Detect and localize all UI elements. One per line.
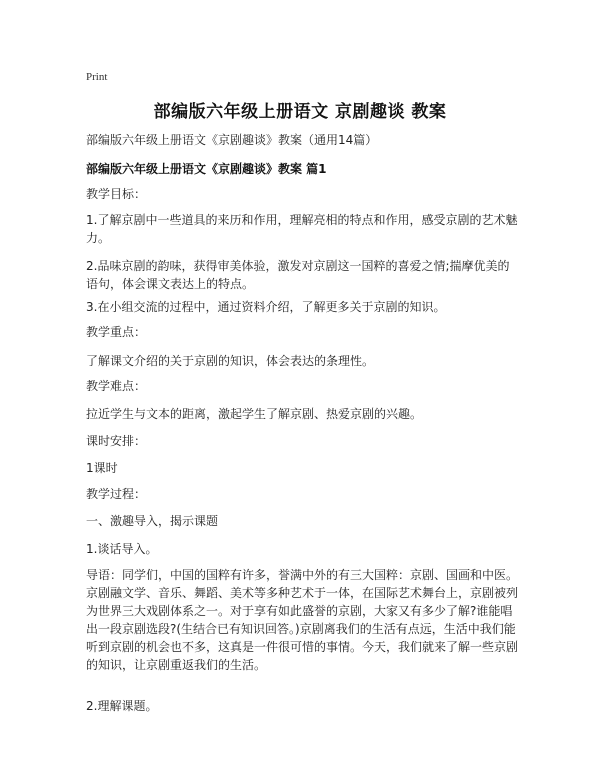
paragraph-key-points-label: 教学重点： [86,325,147,339]
paragraph-step-one-item: 1.谈话导入。 [86,542,158,556]
print-label: Print [86,71,108,83]
paragraph-understand-title: 2.理解课题。 [86,699,158,713]
paragraph-goal-1: 1.了解京剧中一些道具的来历和作用，理解亮相的特点和作用，感受京剧的艺术魅力。 [86,213,518,245]
paragraph-process-label: 教学过程： [86,487,147,501]
paragraph-difficulties-label: 教学难点： [86,379,147,393]
paragraph-teaching-goals-label: 教学目标： [86,187,147,201]
paragraph-schedule: 1课时 [86,461,118,475]
paragraph-step-one-heading: 一、激趣导入，揭示课题 [86,514,219,528]
section-heading: 部编版六年级上册语文《京剧趣谈》教案 篇1 [86,162,327,176]
document-subtitle: 部编版六年级上册语文《京剧趣谈》教案（通用14篇） [86,133,378,147]
paragraph-intro-speech: 导语：同学们，中国的国粹有许多，誉满中外的有三大国粹：京剧、国画和中医。京剧融文学、音乐、舞蹈、美术等多种艺术于一体，在国际艺术舞台上，京剧被列为世界三大戏剧体系之一。对于享有如此盛誉的京剧，大家又有多少了解?谁能唱出一段京剧选段?(生结合已有知识回答。)京剧离我们的生活有点远，生活中我们能听到京剧的机会也不多，这真是一件很可惜的事情。今天，我们就来了解一些京剧的知识，让京剧重返我们的生活。 [86,568,519,672]
paragraph-goal-2: 2.品味京剧的韵味，获得审美体验，激发对京剧这一国粹的喜爱之情;揣摩优美的语句，体会课文表达上的特点。 [86,259,510,291]
paragraph-key-points: 了解课文介绍的关于京剧的知识，体会表达的条理性。 [86,354,375,368]
paragraph-goal-3: 3.在小组交流的过程中，通过资料介绍，了解更多关于京剧的知识。 [86,300,446,314]
paragraph-difficulties: 拉近学生与文本的距离，激起学生了解京剧、热爱京剧的兴趣。 [86,407,423,421]
page-title: 部编版六年级上册语文 京剧趣谈 教案 [153,102,447,122]
paragraph-schedule-label: 课时安排： [86,434,147,448]
